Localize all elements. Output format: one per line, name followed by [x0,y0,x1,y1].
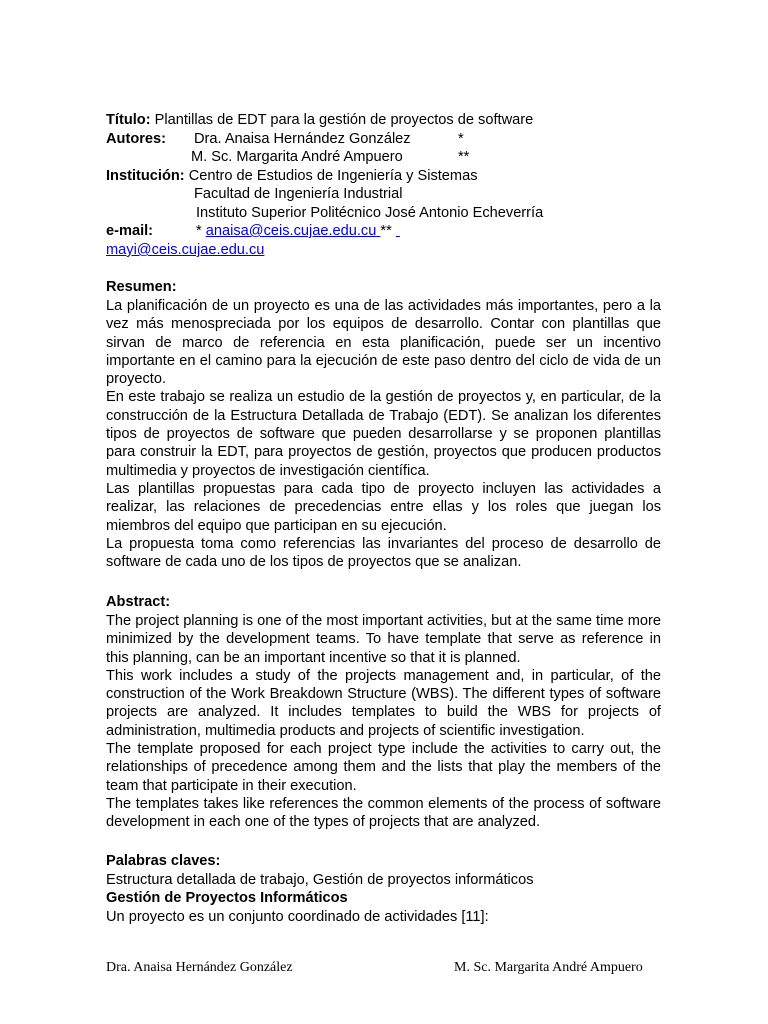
section-heading: Gestión de Proyectos Informáticos [106,890,348,906]
resumen-paragraph: La planificación de un proyecto es una de las actividades más importantes, pero a la vez más menospreciada por los equipos de desarrollo. Contar con plantillas que sirvan de marco de referencia en esta planificación, puede ser un incentivo importante en el camino para la ejecución de este paso dentro del ciclo de vida de un proyecto. [106,298,661,388]
section-intro: Un proyecto es un conjunto coordinado de actividades [11]: [106,909,489,925]
resumen-paragraph: La propuesta toma como referencias las invariantes del proceso de desarrollo de software de cada uno de los tipos de proyectos que se analizan. [106,535,661,571]
authors-label: Autores: [106,131,166,147]
keywords-text: Estructura detallada de trabajo, Gestión de proyectos informáticos [106,872,534,888]
institution-line [106,167,478,185]
author-2-mark: ** [458,149,470,165]
institution-line-3: Instituto Superior Politécnico José Antonio Echeverría [196,205,544,221]
email-link-2-wrap [106,241,264,259]
resumen-paragraph: Las plantillas propuestas para cada tipo de proyecto incluyen las actividades a realizar, las relaciones de precedencias entre ellas y los roles que juegan los miembros del equipo que participan en su ejecución. [106,480,661,534]
title-value: Plantillas de EDT para la gestión de proyectos de software [154,112,534,128]
author-1-mark: * [458,131,464,147]
email-label: e-mail: [106,223,154,239]
email-line [196,222,400,240]
author-1: Dra. Anaisa Hernández González [194,131,411,147]
email-mark-2: ** [380,223,392,239]
resumen-paragraph: En este trabajo se realiza un estudio de la gestión de proyectos y, en particular, de la construcción de la Estructura Detallada de Trabajo (EDT). Se analizan los diferentes tipos de proyectos de software que pueden desarrollarse y se proponen plantillas para construir la EDT, para proyectos de gestión, proyectos que producen productos multimedia y proyectos de investigación científica. [106,389,661,479]
abstract-heading: Abstract: [106,594,171,610]
institution-line-1: Centro de Estudios de Ingeniería y Sistemas [188,168,478,184]
abstract-paragraph: The templates takes like references the common elements of the process of software development in each one of the types of projects that are analyzed. [106,795,661,831]
email-link-2[interactable]: mayi@ceis.cujae.edu.cu [106,242,265,258]
email-link-1[interactable]: anaisa@ceis.cujae.edu.cu [205,223,377,239]
footer-author-right: M. Sc. Margarita André Ampuero [454,960,643,975]
resumen-heading: Resumen: [106,279,177,295]
abstract-paragraph: The project planning is one of the most important activities, but at the same time more minimized by the development teams. To have template that serve as reference in this planning, can be an important incentive so that it is planned. [106,613,661,666]
institution-line-2: Facultad de Ingeniería Industrial [194,186,403,202]
title-label: Título: [106,112,151,128]
author-2: M. Sc. Margarita André Ampuero [191,149,403,165]
email-mark-1: * [196,223,202,239]
footer-author-left: Dra. Anaisa Hernández González [106,960,293,975]
abstract-paragraph: This work includes a study of the projects management and, in particular, of the construction of the Work Breakdown Structure (WBS). The different types of software projects are analyzed. It includes templates to build the WBS for projects of administration, multimedia products and projects of scientific investigation. [106,667,661,739]
institution-label: Institución: [106,168,185,184]
abstract-body [106,612,661,832]
title-line [106,111,533,129]
keywords-heading: Palabras claves: [106,853,221,869]
resumen-body [106,297,661,571]
abstract-paragraph: The template proposed for each project type include the activities to carry out, the relationships of precedence among them and the lists that play the members of the team that participate in their execution. [106,741,661,794]
